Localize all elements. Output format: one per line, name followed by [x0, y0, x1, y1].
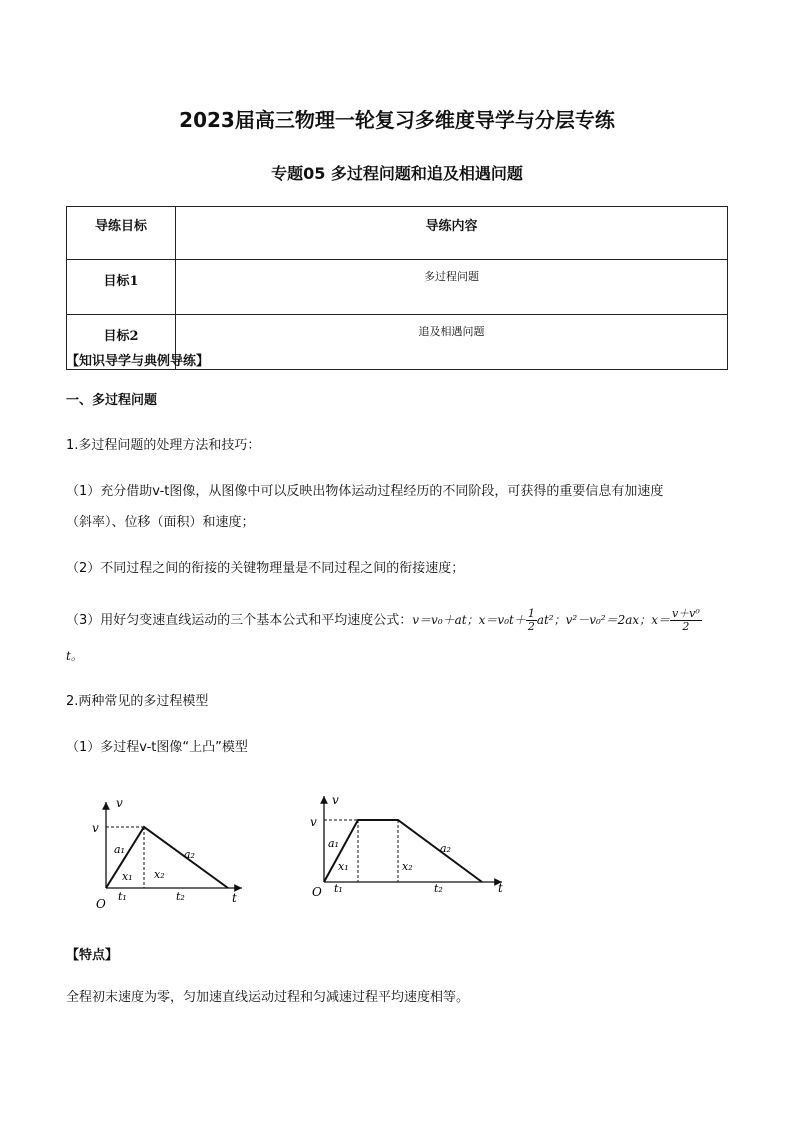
item2-heading: 2.两种常见的多过程模型	[66, 694, 209, 709]
table-cell-content: 追及相遇问题	[176, 315, 728, 370]
a1-label: a₁	[114, 843, 125, 856]
origin-label: O	[96, 897, 106, 911]
x1-label: x₁	[338, 860, 349, 873]
item1-paragraph1-line1: （1）充分借助v-t图像，从图像中可以反映出物体运动过程经历的不同阶段，可获得的重要信息有加速度	[66, 484, 664, 499]
v-value-label: v	[310, 815, 317, 829]
fraction-numerator: v＋v⁰	[671, 607, 700, 620]
knowledge-heading: 【知识导学与典例导练】	[66, 354, 210, 369]
table-row	[67, 260, 728, 315]
document-subtitle: 专题05 多过程问题和追及相遇问题	[271, 164, 523, 183]
item1-paragraph3	[66, 608, 702, 633]
origin-label: O	[312, 885, 322, 899]
v-value-label: v	[92, 821, 99, 835]
formula-average-a: x＝	[651, 613, 670, 627]
goals-table	[66, 206, 728, 370]
feature-heading: 【特点】	[66, 948, 119, 963]
fraction-denominator: 2	[682, 620, 690, 633]
a2-label: a₂	[184, 848, 195, 861]
fraction-average	[670, 608, 702, 633]
fraction-half	[526, 608, 537, 633]
t1-label: t₁	[118, 890, 127, 903]
formula-velocity: v＝v₀＋at；	[412, 613, 479, 627]
v-axis-label: v	[332, 793, 339, 807]
formula-displacement-a: x＝v₀t＋	[478, 613, 526, 627]
formula-average-b: t。	[66, 649, 83, 663]
table-cell-goal: 目标2	[67, 315, 176, 370]
a1-label: a₁	[328, 837, 339, 850]
t1-label: t₁	[334, 882, 343, 895]
table-header-row	[67, 207, 728, 260]
fraction-numerator: 1	[527, 607, 535, 620]
x2-label: x₂	[402, 860, 413, 873]
item1-heading: 1.多过程问题的处理方法和技巧：	[66, 438, 261, 453]
section1-heading: 一、多过程问题	[66, 393, 158, 408]
paragraph3-text: （3）用好匀变速直线运动的三个基本公式和平均速度公式：	[66, 613, 413, 628]
table-header-cell: 导练内容	[176, 207, 728, 260]
document-title: 2023届高三物理一轮复习多维度导学与分层专练	[179, 108, 615, 132]
a2-label: a₂	[440, 842, 451, 855]
table-cell-goal: 目标1	[67, 260, 176, 315]
x2-label: x₂	[154, 868, 165, 881]
model1-heading: （1）多过程v-t图像“上凸”模型	[66, 740, 248, 755]
item1-paragraph1-line2: （斜率）、位移（面积）和速度；	[66, 515, 255, 530]
vt-graph-triangle	[90, 796, 260, 911]
t-axis-label: t	[498, 881, 503, 895]
x1-label: x₁	[122, 870, 133, 883]
t2-label: t₂	[176, 890, 185, 903]
t2-label: t₂	[434, 882, 443, 895]
table-header-cell: 导练目标	[67, 207, 176, 260]
v-axis-label: v	[116, 796, 123, 810]
formula-velocity-displacement: v²－v₀²＝2ax；	[565, 613, 652, 627]
item1-paragraph2: （2）不同过程之间的衔接的关键物理量是不同过程之间的衔接速度；	[66, 561, 465, 576]
t-axis-label: t	[232, 891, 237, 905]
formula-displacement-b: at²；	[536, 613, 566, 627]
fraction-denominator: 2	[527, 620, 535, 633]
feature-text: 全程初末速度为零，匀加速直线运动过程和匀减速过程平均速度相等。	[66, 990, 470, 1005]
table-cell-content: 多过程问题	[176, 260, 728, 315]
vt-graph-trapezoid	[308, 790, 518, 905]
